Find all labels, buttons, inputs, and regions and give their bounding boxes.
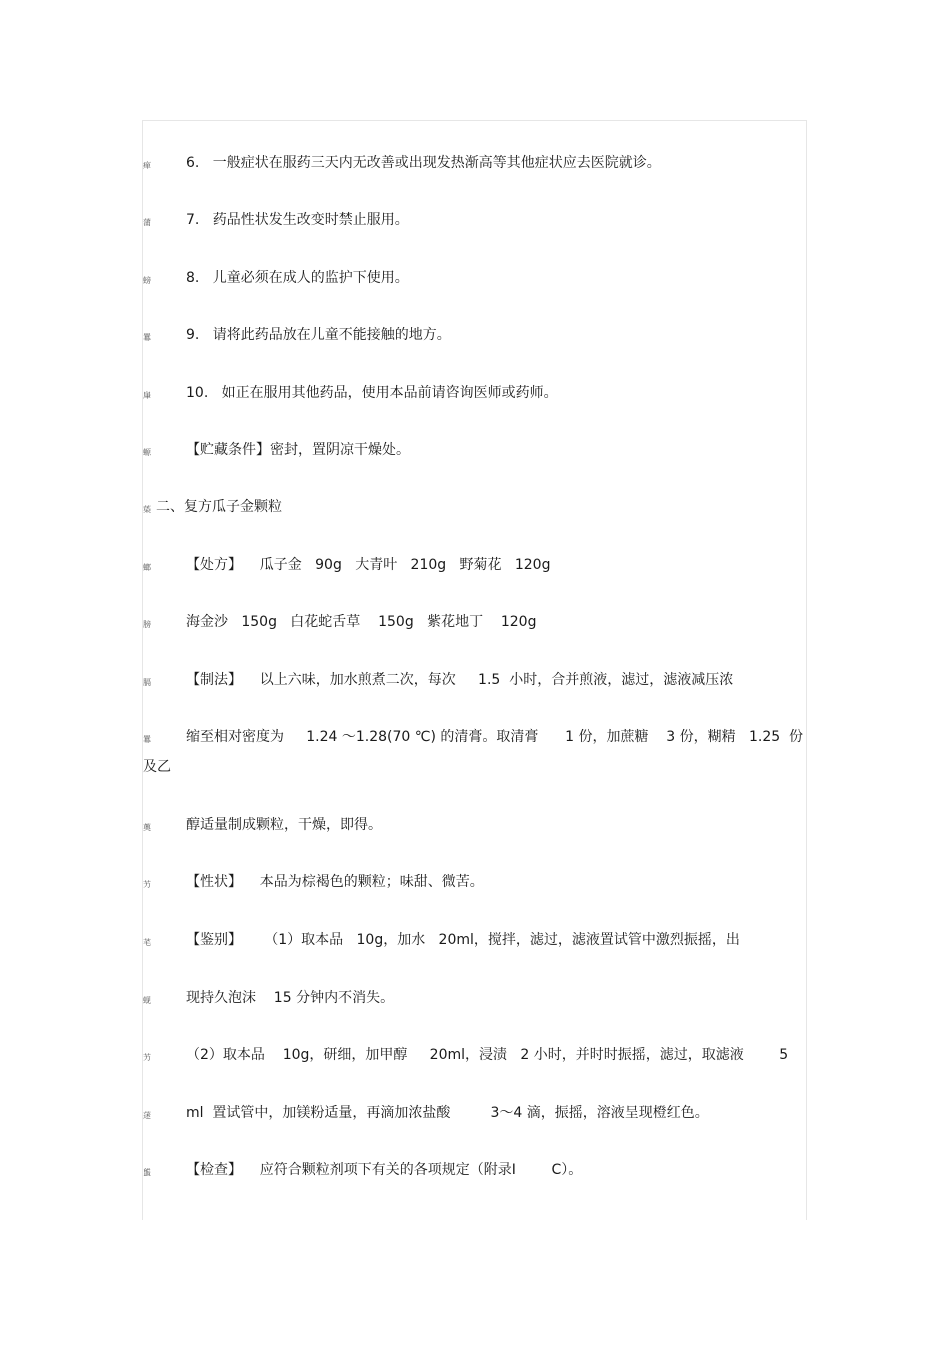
line-marker: 艻	[143, 880, 151, 889]
identification-line-2	[143, 987, 808, 1009]
line-marker: 羃	[143, 333, 151, 342]
method-line-1	[143, 669, 808, 691]
method-line-2	[143, 726, 808, 748]
line-text: （2）取本品 10g，研细，加甲醇 20ml，浸渍 2 小时，并时时振摇，滤过，取滤液 5	[186, 1047, 789, 1063]
list-item-8	[143, 267, 808, 289]
list-item-7	[143, 209, 808, 231]
inspection-line	[143, 1159, 808, 1181]
method-line-2-wrap	[143, 756, 808, 778]
line-marker: 蒁	[143, 1111, 151, 1120]
line-text: 【检查】 应符合颗粒剂项下有关的各项规定（附录Ⅰ C）。	[186, 1162, 583, 1178]
line-marker: 螂	[143, 563, 151, 572]
list-item-9	[143, 324, 808, 346]
line-marker: 螃	[143, 276, 151, 285]
section-title: 二、复方瓜子金颗粒	[156, 499, 282, 515]
line-text: 8. 儿童必须在成人的监护下使用。	[186, 270, 409, 286]
line-marker: 蒅	[143, 505, 151, 514]
line-marker: 羃	[143, 735, 151, 744]
identification-line-4	[143, 1102, 808, 1124]
line-marker: 艻	[143, 1053, 151, 1062]
line-marker: 肁	[143, 391, 151, 400]
line-marker: 膀	[143, 620, 151, 629]
prescription-line-2	[143, 611, 808, 633]
line-text: 9. 请将此药品放在儿童不能接触的地方。	[186, 327, 451, 343]
section-heading	[143, 496, 808, 518]
identification-line-3	[143, 1044, 808, 1066]
line-marker: 螚	[143, 1168, 151, 1177]
line-marker: 螈	[143, 448, 151, 457]
line-text: 【性状】 本品为棕褐色的颗粒；味甜、微苦。	[186, 874, 484, 890]
storage-conditions	[143, 439, 808, 461]
line-marker: 芼	[143, 938, 151, 947]
line-text: 【鉴别】 （1）取本品 10g，加水 20ml，搅拌，滤过，滤液置试管中激烈振摇，出	[186, 932, 740, 948]
line-text: 【处方】 瓜子金 90g 大青叶 210g 野菊花 120g	[186, 557, 551, 573]
line-marker: 瘅	[143, 161, 151, 170]
line-marker: 蚬	[143, 996, 151, 1005]
line-marker: 蒲	[143, 218, 151, 227]
line-marker: 膈	[143, 678, 151, 687]
line-text: 及乙	[143, 759, 171, 775]
line-text: 现持久泡沫 15 分钟内不消失。	[186, 990, 395, 1006]
list-item-10	[143, 382, 808, 404]
line-text: 7. 药品性状发生改变时禁止服用。	[186, 212, 409, 228]
line-text: 10. 如正在服用其他药品，使用本品前请咨询医师或药师。	[186, 385, 558, 401]
line-text: 醇适量制成颗粒，干燥，即得。	[186, 817, 382, 833]
line-text: ml 置试管中，加镁粉适量，再滴加浓盐酸 3～4 滴，振摇，溶液呈现橙红色。	[186, 1105, 709, 1121]
prescription-line-1	[143, 554, 808, 576]
identification-line-1	[143, 929, 808, 951]
line-marker: 薁	[143, 823, 151, 832]
line-text: 缩至相对密度为 1.24 ～1.28(70 ℃) 的清膏。取清膏 1 份，加蔗糖 3 份，糊精 1.25 份	[186, 729, 804, 745]
line-text: 【制法】 以上六味，加水煎煮二次，每次 1.5 小时，合并煎液，滤过，滤液减压浓	[186, 672, 734, 688]
method-line-3	[143, 814, 808, 836]
line-text: 6. 一般症状在服药三天内无改善或出现发热渐高等其他症状应去医院就诊。	[186, 155, 661, 171]
list-item-6	[143, 152, 808, 174]
line-text: 【贮藏条件】密封，置阴凉干燥处。	[186, 442, 410, 458]
line-text: 海金沙 150g 白花蛇舌草 150g 紫花地丁 120g	[186, 614, 537, 630]
properties-line	[143, 871, 808, 893]
